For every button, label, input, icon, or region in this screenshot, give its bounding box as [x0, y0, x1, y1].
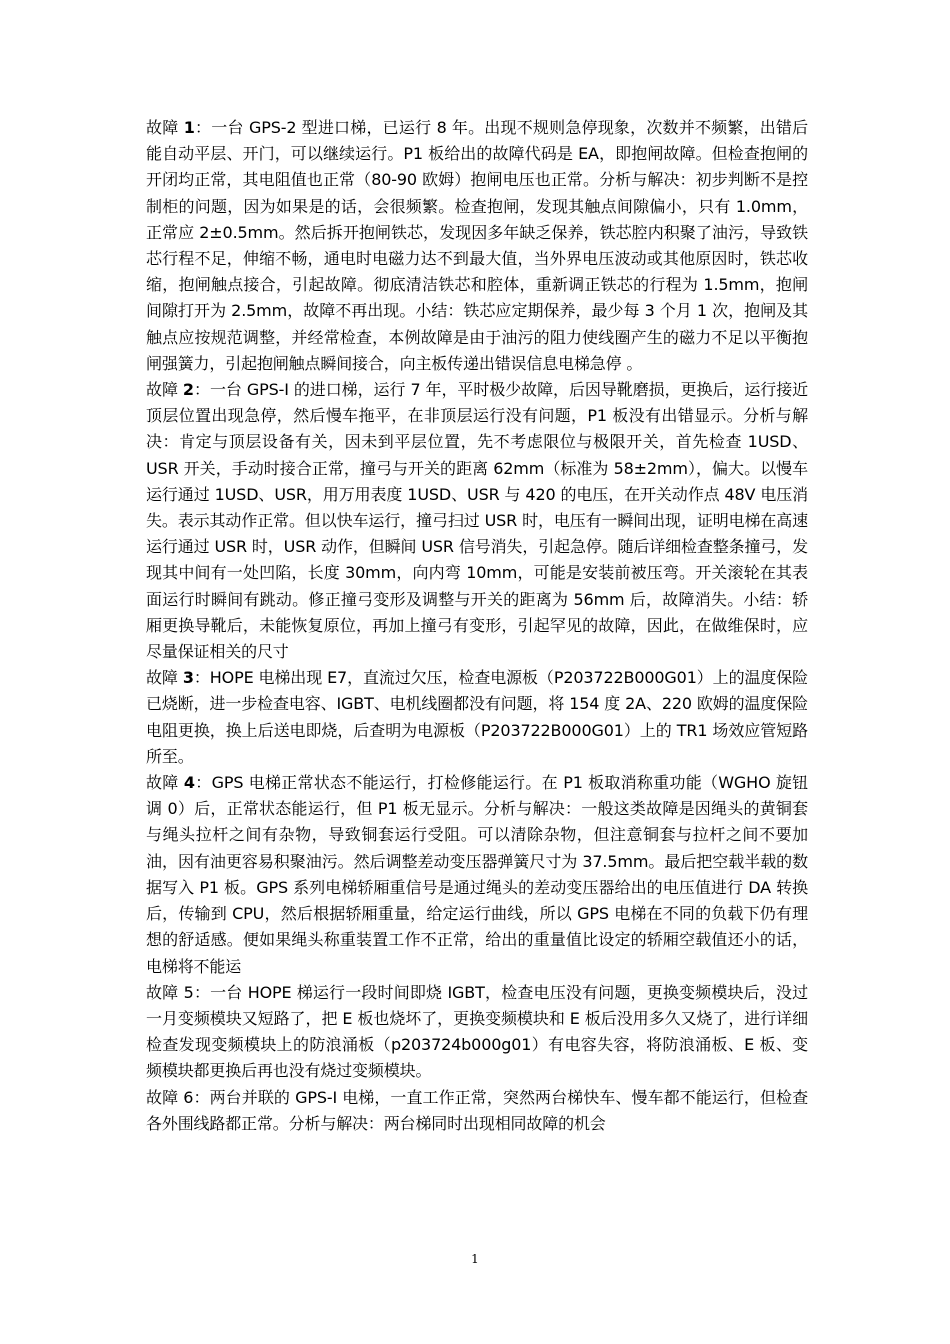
document-body — [146, 115, 808, 1137]
fault-text: ：HOPE 电梯出现 E7，直流过欠压，检查电源板（P203722B000G01）上的温度保险已烧断，进一步检查电容、IGBT、电机线圈都没有问题，将 154 度 2A、220 欧姆的温度保险电阻更换，换上后送电即烧，后查明为电源板（P203722B000G01）上的 TR1 场效应管短路所至。 — [146, 668, 809, 766]
fault-text: ：GPS 电梯正常状态不能运行，打检修能运行。在 P1 板取消称重功能（WGHO 旋钮调 0）后，正常状态能运行，但 P1 板无显示。分析与解决：一般这类故障是因绳头的黄铜套与绳头拉杆之间有杂物，导致铜套运行受阻。可以清除杂物，但注意铜套与拉杆之间不要加油，因有油更容易积聚油污。然后调整差动变压器弹簧尺寸为 37.5mm。最后把空载半载的数据写入 P1 板。GPS 系列电梯轿厢重信号是通过绳头的差动变压器给出的电压值进行 DA 转换后，传输到 CPU，然后根据轿厢重量，给定运行曲线，所以 GPS 电梯在不同的负载下仍有理想的舒适感。便如果绳头称重装置工作不正常，给出的重量值比设定的轿厢空载值还小的话，电梯将不能运 — [146, 773, 808, 976]
page-number: 1 — [471, 1252, 479, 1266]
fault-paragraph-6 — [146, 1085, 808, 1137]
fault-text: ：一台 GPS-2 型进口梯，已运行 8 年。出现不规则急停现象，次数并不频繁，出错后能自动平层、开门，可以继续运行。P1 板给出的故障代码是 EA，即抱闸故障。但检查抱闸的开闭均正常，其电阻值也正常（80-90 欧姆）抱闸电压也正常。分析与解决：初步判断不是控制柜的问题，因为如果是的话，会很频繁。检查抱闸，发现其触点间隙偏小，只有 1.0mm，正常应 2±0.5mm。然后拆开抱闸铁芯，发现因多年缺乏保养，铁芯腔内积聚了油污，导致铁芯行程不足，伸缩不畅，通电时电磁力达不到最大值，当外界电压波动或其他原因时，铁芯收缩，抱闸触点接合，引起故障。彻底清洁铁芯和腔体，重新调正铁芯的行程为 1.5mm，抱闸间隙打开为 2.5mm，故障不再出现。小结：铁芯应定期保养，最少每 3 个月 1 次，抱闸及其触点应按规范调整，并经常检查，本例故障是由于油污的阻力使线圈产生的磁力不足以平衡抱闸强簧力，引起抱闸触点瞬间接合，向主板传递出错误信息电梯急停 。 — [146, 118, 809, 373]
fault-paragraph-3 — [146, 665, 808, 770]
fault-text: ：一台 HOPE 梯运行一段时间即烧 IGBT，检查电压没有问题，更换变频模块后，没过一月变频模块又短路了，把 E 板也烧坏了，更换变频模块和 E 板后没用多久又烧了，进行详细检查发现变频模块上的防浪涌板（p203724b000g01）有电容失容，将防浪涌板、E 板、变频模块都更换后再也没有烧过变频模块。 — [146, 982, 809, 1081]
fault-heading: 故障 6 — [146, 1087, 194, 1107]
fault-paragraph-2 — [146, 377, 808, 665]
fault-heading: 故障 2 — [146, 380, 194, 400]
fault-heading: 故障 5 — [146, 982, 194, 1002]
fault-paragraph-4 — [146, 770, 808, 980]
fault-paragraph-1 — [146, 115, 808, 377]
fault-text: ：两台并联的 GPS-I 电梯，一直工作正常，突然两台梯快车、慢车都不能运行，但检查各外围线路都正常。分析与解决：两台梯同时出现相同故障的机会 — [146, 1087, 808, 1133]
fault-heading: 故障 3 — [146, 668, 194, 688]
fault-text: ：一台 GPS-I 的进口梯，运行 7 年，平时极少故障，后因导靴磨损，更换后，运行接近顶层位置出现急停，然后慢车拖平，在非顶层运行没有问题，P1 板没有出错显示。分析与解决：肯定与顶层设备有关，因未到平层位置，先不考虑限位与极限开关，首先检查 1USD、USR 开关，手动时接合正常，撞弓与开关的距离 62mm（标准为 58±2mm），偏大。以慢车运行通过 1USD、USR，用万用表度 1USD、USR 与 420 的电压，在开关动作点 48V 电压消失。表示其动作正常。但以快车运行，撞弓扫过 USR 时，电压有一瞬间出现，证明电梯在高速运行通过 USR 时，USR 动作，但瞬间 USR 信号消失，引起急停。随后详细检查整条撞弓，发现其中间有一处凹陷，长度 30mm，向内弯 10mm，可能是安装前被压弯。开关滚轮在其表面运行时瞬间有跳动。修正撞弓变形及调整与开关的距离为 56mm 后，故障消失。小结：轿厢更换导靴后，未能恢复原位，再加上撞弓有变形，引起罕见的故障，因此，在做维保时，应尽量保证相关的尺寸 — [146, 380, 809, 662]
fault-paragraph-5 — [146, 980, 808, 1085]
fault-heading: 故障 4 — [146, 773, 195, 793]
fault-heading: 故障 1 — [146, 118, 195, 137]
